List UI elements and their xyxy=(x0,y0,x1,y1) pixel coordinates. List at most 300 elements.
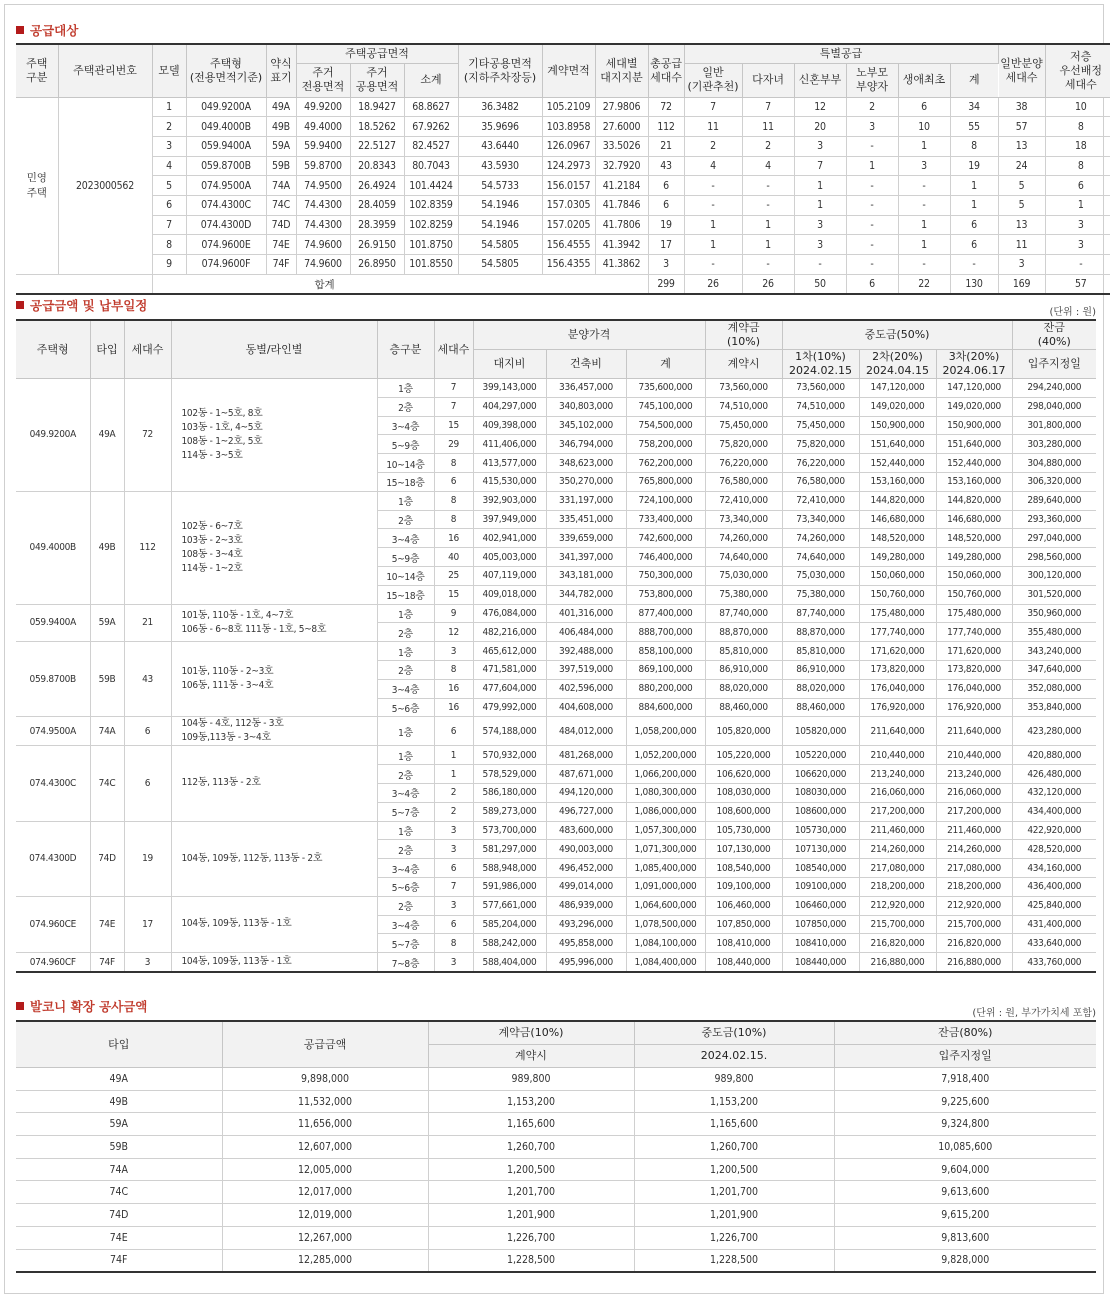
dong-line-text: 109동,113동 - 3~4호 xyxy=(181,732,271,744)
table-cell: 9,613,600 xyxy=(834,1181,1096,1204)
dong-line-text: 102동 - 1~5호, 8호 xyxy=(181,407,263,419)
table-row xyxy=(16,136,1110,156)
table-cell: 2층 xyxy=(377,510,434,529)
table-cell: 11,532,000 xyxy=(222,1090,428,1113)
table-cell: 36.3482 xyxy=(458,97,542,117)
table-cell: 1 xyxy=(434,746,473,765)
table-row xyxy=(16,1068,1096,1091)
table-cell: 6 xyxy=(434,915,473,934)
table-cell: 479,992,000 xyxy=(473,698,546,717)
table-cell: 57 xyxy=(998,117,1045,137)
table-cell: 108030,000 xyxy=(782,783,859,802)
section-bullet-icon xyxy=(16,26,24,34)
header-supply: 공급금액 xyxy=(222,1021,428,1068)
table-cell: 406,484,000 xyxy=(546,623,626,642)
table-cell: 1,228,500 xyxy=(428,1249,634,1272)
supply-target-table xyxy=(16,43,1110,295)
header-floor-units: 세대수 xyxy=(434,320,473,379)
table-cell: 585,204,000 xyxy=(473,915,546,934)
table-cell: 72,410,000 xyxy=(705,491,782,510)
table-cell: 152,440,000 xyxy=(859,454,936,473)
header-first-time: 생애최초 xyxy=(898,63,950,97)
table-cell: 73,560,000 xyxy=(705,379,782,398)
table-cell: 331,197,000 xyxy=(546,491,626,510)
table-cell: 59B xyxy=(16,1136,222,1159)
table-cell: 107130,000 xyxy=(782,840,859,859)
header-private-area: 주거 전용면적 xyxy=(296,63,350,97)
table-cell: 151,640,000 xyxy=(936,435,1012,454)
header-elderly: 노부모 부양자 xyxy=(846,63,898,97)
table-cell: 74C xyxy=(266,195,296,215)
table-cell: 409,018,000 xyxy=(473,585,546,604)
table-cell: - xyxy=(742,195,794,215)
table-cell: 75,030,000 xyxy=(705,566,782,585)
table-cell: 74E xyxy=(16,1226,222,1249)
table-cell: 11 xyxy=(742,117,794,137)
table-cell: 74.9600 xyxy=(296,255,350,275)
table-cell: 74F xyxy=(266,255,296,275)
table-cell: 32.7920 xyxy=(595,156,648,176)
table-cell: 9 xyxy=(152,255,186,275)
table-row xyxy=(16,642,1096,661)
table-cell: 476,084,000 xyxy=(473,604,546,623)
table-cell: 074.9600F xyxy=(186,255,266,275)
total-cell: 22 xyxy=(898,274,950,294)
table-cell: 1 xyxy=(434,765,473,784)
table-cell: - xyxy=(950,255,998,275)
dong-line-text: 101동, 110동 - 2~3호 xyxy=(181,666,274,678)
table-cell: 49A xyxy=(16,1068,222,1091)
table-cell: 306,320,000 xyxy=(1012,472,1096,491)
house-type-cell: 074.9500A xyxy=(16,717,90,746)
table-cell: 54.1946 xyxy=(458,195,542,215)
table-cell: 176,920,000 xyxy=(936,698,1012,717)
table-cell: 483,600,000 xyxy=(546,821,626,840)
house-type-cell: 074.4300D xyxy=(16,821,90,896)
table-cell: 499,014,000 xyxy=(546,877,626,896)
table-cell: 75,820,000 xyxy=(705,435,782,454)
table-cell: 4 xyxy=(684,156,742,176)
table-cell: 758,200,000 xyxy=(626,435,705,454)
table-cell: 074.4300D xyxy=(186,215,266,235)
header-deposit: 계약금(10%) xyxy=(428,1021,634,1045)
table-cell: 124.2973 xyxy=(542,156,595,176)
table-cell: 8 xyxy=(434,510,473,529)
table-cell: 18.9427 xyxy=(350,97,404,117)
price-schedule-section xyxy=(16,297,1096,973)
table-cell: 7,918,400 xyxy=(834,1068,1096,1091)
table-cell: 2층 xyxy=(377,896,434,915)
table-cell: 1 xyxy=(950,195,998,215)
table-cell: 420,880,000 xyxy=(1012,746,1096,765)
total-blank xyxy=(16,274,152,294)
table-cell: 144,820,000 xyxy=(936,491,1012,510)
table-cell: 2 xyxy=(434,783,473,802)
table-cell: 2 xyxy=(152,117,186,137)
table-row xyxy=(16,1113,1096,1136)
table-cell: 68.8627 xyxy=(404,97,458,117)
table-row xyxy=(16,746,1096,765)
table-cell: 3~4층 xyxy=(377,783,434,802)
header-type: 타입 xyxy=(16,1021,222,1068)
table-row xyxy=(16,97,1110,117)
header-m3: 3차(20%) 2024.06.17 xyxy=(936,350,1012,379)
table-cell: 2층 xyxy=(377,623,434,642)
table-cell: 9,898,000 xyxy=(222,1068,428,1091)
dong-line-text: 104동, 109동, 112동, 113동 - 2호 xyxy=(181,852,323,864)
header-sale-price: 분양가격 xyxy=(473,320,705,350)
table-cell: 573,700,000 xyxy=(473,821,546,840)
table-cell: 41.7846 xyxy=(595,195,648,215)
table-cell: 3~4층 xyxy=(377,529,434,548)
table-cell: - xyxy=(846,255,898,275)
header-other-common: 기타공용면적 (지하주차장등) xyxy=(458,44,542,97)
table-row xyxy=(16,896,1096,915)
table-row xyxy=(16,176,1110,196)
table-cell: 109,100,000 xyxy=(705,877,782,896)
header-house-type: 주택형 xyxy=(16,320,90,379)
table-cell: 300,120,000 xyxy=(1012,566,1096,585)
table-cell: 75,380,000 xyxy=(782,585,859,604)
table-cell: 211,460,000 xyxy=(936,821,1012,840)
table-cell: 49A xyxy=(266,97,296,117)
table-cell: 2 xyxy=(742,136,794,156)
table-cell: 54.5805 xyxy=(458,235,542,255)
table-cell: 150,760,000 xyxy=(936,585,1012,604)
table-cell: - xyxy=(846,215,898,235)
table-cell: 146,680,000 xyxy=(936,510,1012,529)
dong-line-cell xyxy=(171,953,377,972)
dong-line-text: 103동 - 2~3호 xyxy=(181,534,243,546)
table-cell: - xyxy=(846,195,898,215)
table-cell: 214,260,000 xyxy=(936,840,1012,859)
table-cell: 404,608,000 xyxy=(546,698,626,717)
table-cell: 88,020,000 xyxy=(782,679,859,698)
table-cell: 15~18층 xyxy=(377,585,434,604)
table-cell: 9,828,000 xyxy=(834,1249,1096,1272)
table-cell: 151,640,000 xyxy=(859,435,936,454)
dong-line-cell xyxy=(171,717,377,746)
table-cell: 102.8359 xyxy=(404,195,458,215)
table-cell: 399,143,000 xyxy=(473,379,546,398)
table-cell: 217,080,000 xyxy=(936,859,1012,878)
table-cell: 72 xyxy=(648,97,684,117)
table-cell: 15~18층 xyxy=(377,472,434,491)
table-cell: 12 xyxy=(434,623,473,642)
table-cell: 765,800,000 xyxy=(626,472,705,491)
table-cell: 59A xyxy=(16,1113,222,1136)
table-cell: 465,612,000 xyxy=(473,642,546,661)
table-cell: 149,020,000 xyxy=(936,397,1012,416)
table-cell: 148,520,000 xyxy=(936,529,1012,548)
table-cell: 1,064,600,000 xyxy=(626,896,705,915)
table-cell: 173,820,000 xyxy=(936,660,1012,679)
table-cell: 43.6440 xyxy=(458,136,542,156)
total-cell: 130 xyxy=(950,274,998,294)
table-cell: 9,604,000 xyxy=(834,1158,1096,1181)
table-cell: 59.9400 xyxy=(296,136,350,156)
table-cell: 304,880,000 xyxy=(1012,454,1096,473)
table-cell: 1 xyxy=(684,215,742,235)
table-cell: 289,640,000 xyxy=(1012,491,1096,510)
table-cell: 176,040,000 xyxy=(859,679,936,698)
table-cell: 59.8700 xyxy=(296,156,350,176)
table-cell: 3 xyxy=(1045,235,1110,255)
table-cell: 43.5930 xyxy=(458,156,542,176)
table-cell: 1,086,000,000 xyxy=(626,802,705,821)
table-cell: 074.9600E xyxy=(186,235,266,255)
table-cell: 101.4424 xyxy=(404,176,458,196)
units-cell: 19 xyxy=(124,821,171,896)
table-cell: 1 xyxy=(898,136,950,156)
table-cell: 177,740,000 xyxy=(859,623,936,642)
total-cell: 50 xyxy=(794,274,846,294)
table-cell: 989,800 xyxy=(634,1068,834,1091)
table-cell: 88,870,000 xyxy=(705,623,782,642)
table-cell: 4 xyxy=(152,156,186,176)
table-cell: 108,440,000 xyxy=(705,953,782,972)
table-cell: - xyxy=(684,255,742,275)
table-cell: 1,226,700 xyxy=(634,1226,834,1249)
table-cell: 76,220,000 xyxy=(782,454,859,473)
table-cell: 570,932,000 xyxy=(473,746,546,765)
header-build-cost: 건축비 xyxy=(546,350,626,379)
table-cell: 482,216,000 xyxy=(473,623,546,642)
table-cell: 750,300,000 xyxy=(626,566,705,585)
table-cell: 13 xyxy=(998,215,1045,235)
table-cell: 7 xyxy=(152,215,186,235)
table-cell: 6 xyxy=(648,195,684,215)
table-cell: 735,600,000 xyxy=(626,379,705,398)
price-schedule-table xyxy=(16,319,1096,973)
table-cell: 7 xyxy=(684,97,742,117)
table-cell: 1,260,700 xyxy=(634,1136,834,1159)
table-cell: 105,730,000 xyxy=(705,821,782,840)
table-cell: 589,273,000 xyxy=(473,802,546,821)
dong-line-text: 101동, 110동 - 1호, 4~7호 xyxy=(181,609,294,621)
table-cell: 212,920,000 xyxy=(859,896,936,915)
table-cell: 88,020,000 xyxy=(705,679,782,698)
units-cell: 43 xyxy=(124,642,171,717)
table-cell: 11 xyxy=(998,235,1045,255)
header-abbr: 약식 표기 xyxy=(266,44,296,97)
table-cell: 2층 xyxy=(377,660,434,679)
balcony-table xyxy=(16,1020,1096,1273)
header-middle: 중도금(10%) xyxy=(634,1021,834,1045)
dong-line-cell xyxy=(171,642,377,717)
header-balance: 잔금 (40%) xyxy=(1012,320,1096,350)
table-cell: 1층 xyxy=(377,821,434,840)
table-cell: 350,960,000 xyxy=(1012,604,1096,623)
table-cell: 211,640,000 xyxy=(936,717,1012,746)
dong-line-cell xyxy=(171,491,377,604)
table-cell: 10 xyxy=(898,117,950,137)
table-cell: 112 xyxy=(648,117,684,137)
table-cell: 7~8층 xyxy=(377,953,434,972)
table-cell: 17 xyxy=(648,235,684,255)
table-cell: 15 xyxy=(434,585,473,604)
table-cell: 75,030,000 xyxy=(782,566,859,585)
section-title-balcony: 발코니 확장 공사금액 xyxy=(16,998,1096,1014)
table-cell: 3~4층 xyxy=(377,915,434,934)
table-cell: 150,900,000 xyxy=(936,416,1012,435)
units-cell: 21 xyxy=(124,604,171,642)
table-cell: 9 xyxy=(434,604,473,623)
table-cell: 150,760,000 xyxy=(859,585,936,604)
table-cell: 496,727,000 xyxy=(546,802,626,821)
table-cell: 484,012,000 xyxy=(546,717,626,746)
table-cell: 215,700,000 xyxy=(936,915,1012,934)
table-cell: 74F xyxy=(16,1249,222,1272)
table-cell: 340,803,000 xyxy=(546,397,626,416)
table-cell: 1,085,400,000 xyxy=(626,859,705,878)
table-cell: 9,324,800 xyxy=(834,1113,1096,1136)
table-cell: 1 xyxy=(1045,195,1110,215)
table-cell: 1 xyxy=(742,215,794,235)
table-cell: 1층 xyxy=(377,379,434,398)
table-cell: 54.5805 xyxy=(458,255,542,275)
table-cell: 6 xyxy=(648,176,684,196)
table-cell: 12,607,000 xyxy=(222,1136,428,1159)
table-cell: 344,782,000 xyxy=(546,585,626,604)
table-cell: 347,640,000 xyxy=(1012,660,1096,679)
header-total-units: 총공급 세대수 xyxy=(648,44,684,97)
table-cell: 049.4000B xyxy=(186,117,266,137)
table-cell: 5~7층 xyxy=(377,934,434,953)
table-cell: 101.8750 xyxy=(404,235,458,255)
table-cell: 215,700,000 xyxy=(859,915,936,934)
table-cell: 1,200,500 xyxy=(428,1158,634,1181)
table-cell: 298,560,000 xyxy=(1012,548,1096,567)
table-row xyxy=(16,604,1096,623)
table-cell: 1 xyxy=(950,176,998,196)
table-cell: 171,620,000 xyxy=(859,642,936,661)
table-cell: 6 xyxy=(950,235,998,255)
table-cell: 586,180,000 xyxy=(473,783,546,802)
table-cell: 8 xyxy=(434,660,473,679)
table-cell: 471,581,000 xyxy=(473,660,546,679)
table-cell: 5 xyxy=(998,176,1045,196)
table-cell: 1 xyxy=(794,195,846,215)
table-cell: 409,398,000 xyxy=(473,416,546,435)
table-cell: 431,400,000 xyxy=(1012,915,1096,934)
table-cell: 1,052,200,000 xyxy=(626,746,705,765)
total-label: 합계 xyxy=(152,274,648,294)
table-cell: 884,600,000 xyxy=(626,698,705,717)
table-cell: 108,600,000 xyxy=(705,802,782,821)
table-cell: 495,858,000 xyxy=(546,934,626,953)
table-cell: 5~6층 xyxy=(377,698,434,717)
table-row xyxy=(16,235,1110,255)
table-cell: 1층 xyxy=(377,491,434,510)
table-cell: 1,228,500 xyxy=(634,1249,834,1272)
table-cell: 75,820,000 xyxy=(782,435,859,454)
table-cell: 1 xyxy=(152,97,186,117)
table-cell: 218,200,000 xyxy=(859,877,936,896)
table-cell: 20.8343 xyxy=(350,156,404,176)
table-cell: 3 xyxy=(1045,215,1110,235)
header-low-floor: 저층 우선배정 세대수 xyxy=(1045,44,1110,97)
table-cell: 26.8950 xyxy=(350,255,404,275)
table-cell: 1,201,700 xyxy=(634,1181,834,1204)
table-cell: - xyxy=(898,195,950,215)
table-cell: 16 xyxy=(434,698,473,717)
table-cell: 38 xyxy=(998,97,1045,117)
table-cell: 34 xyxy=(950,97,998,117)
table-cell: 2층 xyxy=(377,840,434,859)
table-cell: 9,225,600 xyxy=(834,1090,1096,1113)
table-cell: 149,280,000 xyxy=(859,548,936,567)
table-row xyxy=(16,1204,1096,1227)
table-cell: 3 xyxy=(998,255,1045,275)
dong-line-text: 104동 - 4호, 112동 - 3호 xyxy=(181,718,284,730)
house-type-cell: 049.9200A xyxy=(16,379,90,492)
table-cell: - xyxy=(684,195,742,215)
table-cell: 149,020,000 xyxy=(859,397,936,416)
table-cell: 211,640,000 xyxy=(859,717,936,746)
table-cell: 8 xyxy=(1045,117,1110,137)
type-cell: 74E xyxy=(90,896,124,952)
table-cell: 105,820,000 xyxy=(705,717,782,746)
table-row xyxy=(16,1249,1096,1272)
table-cell: 303,280,000 xyxy=(1012,435,1096,454)
table-cell: 433,760,000 xyxy=(1012,953,1096,972)
table-cell: 152,440,000 xyxy=(936,454,1012,473)
table-cell: 216,060,000 xyxy=(859,783,936,802)
table-cell: 150,060,000 xyxy=(936,566,1012,585)
total-cell: 6 xyxy=(846,274,898,294)
table-cell: 12,019,000 xyxy=(222,1204,428,1227)
table-cell: 73,340,000 xyxy=(782,510,859,529)
table-cell: 392,488,000 xyxy=(546,642,626,661)
unit-label: (단위 : 원) xyxy=(1049,307,1096,318)
table-cell: 33.5026 xyxy=(595,136,648,156)
table-cell: 54.1946 xyxy=(458,215,542,235)
table-cell: 75,450,000 xyxy=(705,416,782,435)
dong-line-text: 112동, 113동 - 2호 xyxy=(181,777,261,789)
table-cell: 27.6000 xyxy=(595,117,648,137)
table-cell: 428,520,000 xyxy=(1012,840,1096,859)
table-cell: 12,267,000 xyxy=(222,1226,428,1249)
table-cell: 392,903,000 xyxy=(473,491,546,510)
table-cell: 1,084,400,000 xyxy=(626,953,705,972)
table-cell: 108540,000 xyxy=(782,859,859,878)
table-cell: 7 xyxy=(434,877,473,896)
table-cell: 55 xyxy=(950,117,998,137)
table-cell: 1,084,100,000 xyxy=(626,934,705,953)
table-cell: 8 xyxy=(434,454,473,473)
table-cell: 105220,000 xyxy=(782,746,859,765)
table-cell: 49B xyxy=(266,117,296,137)
table-cell: 3 xyxy=(846,117,898,137)
mgmt-no-cell: 2023000562 xyxy=(58,97,152,274)
table-cell: 85,810,000 xyxy=(705,642,782,661)
table-cell: 108410,000 xyxy=(782,934,859,953)
table-cell: 746,400,000 xyxy=(626,548,705,567)
table-cell: 12,017,000 xyxy=(222,1181,428,1204)
table-cell: 217,200,000 xyxy=(936,802,1012,821)
table-cell: 49.4000 xyxy=(296,117,350,137)
header-general-sale: 일반분양 세대수 xyxy=(998,44,1045,97)
table-cell: 16 xyxy=(434,529,473,548)
table-cell: 105730,000 xyxy=(782,821,859,840)
dong-line-text: 104동, 109동, 113동 - 1호 xyxy=(181,918,292,930)
table-cell: 74A xyxy=(266,176,296,196)
table-cell: 5~9층 xyxy=(377,435,434,454)
table-cell: 88,870,000 xyxy=(782,623,859,642)
table-cell: 3 xyxy=(794,215,846,235)
table-cell: 754,500,000 xyxy=(626,416,705,435)
